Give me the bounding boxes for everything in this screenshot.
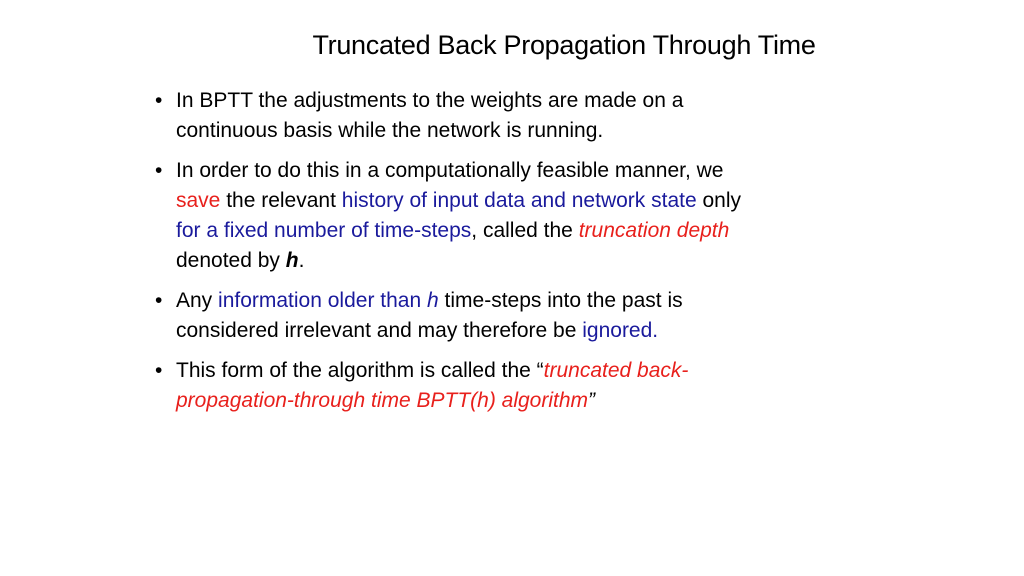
text-segment: In BPTT the adjustments to the weights are made on a <box>176 89 684 112</box>
bullet-line <box>176 216 935 246</box>
text-segment: only <box>696 189 742 212</box>
text-segment: time-steps into the past is <box>438 289 683 312</box>
text-segment: h <box>427 289 439 312</box>
bullet-line <box>176 316 935 346</box>
text-segment: ” <box>588 389 596 412</box>
text-segment: truncated back- <box>543 359 689 382</box>
bullet-item <box>155 156 935 276</box>
bullet-item <box>155 356 935 416</box>
text-segment: h <box>285 249 299 272</box>
bullet-item <box>155 286 935 346</box>
text-segment: truncation depth <box>578 219 730 242</box>
bullet-marker: • <box>155 359 163 382</box>
text-segment: history of input data and network state <box>341 189 697 212</box>
bullet-line <box>176 186 935 216</box>
text-segment: denoted by <box>176 249 286 272</box>
bullet-line <box>176 286 935 316</box>
text-segment: In order to do this in a computationally feasible manner, we <box>176 159 724 182</box>
bullet-line <box>176 356 935 386</box>
bullet-line <box>176 156 935 186</box>
text-segment: information older than <box>218 289 427 312</box>
bullet-marker: • <box>155 89 163 112</box>
text-segment: for a fixed number of time-steps <box>176 219 472 242</box>
bullet-line <box>176 86 935 116</box>
bullet-list <box>155 86 935 426</box>
text-segment: continuous basis while the network is running. <box>176 119 604 142</box>
slide-title: Truncated Back Propagation Through Time <box>312 30 816 60</box>
bullet-line <box>176 246 935 276</box>
text-segment: propagation-through time BPTT(h) algorithm <box>176 389 589 412</box>
text-segment: save <box>176 189 221 212</box>
text-segment: . <box>298 249 305 272</box>
bullet-line <box>176 116 935 146</box>
text-segment: ignored. <box>582 319 659 342</box>
bullet-item <box>155 86 935 146</box>
bullet-marker: • <box>155 289 163 312</box>
text-segment: Any <box>176 289 219 312</box>
text-segment: This form of the algorithm is called the “ <box>176 359 544 382</box>
text-segment: the relevant <box>220 189 342 212</box>
text-segment: , called the <box>471 219 579 242</box>
bullet-marker: • <box>155 159 163 182</box>
bullet-line <box>176 386 935 416</box>
text-segment: considered irrelevant and may therefore be <box>176 319 583 342</box>
